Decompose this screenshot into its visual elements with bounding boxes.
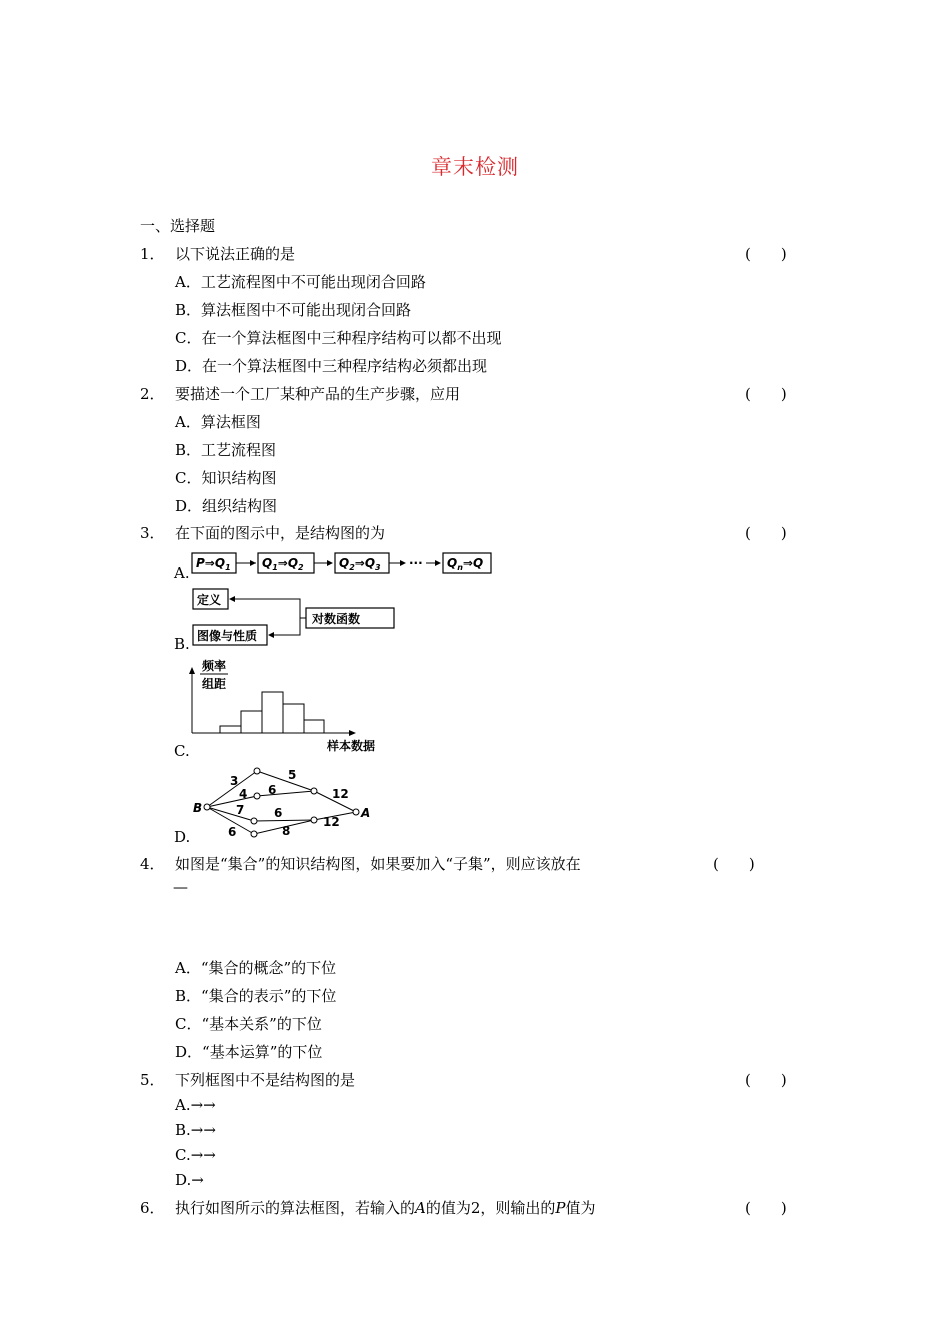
q2-option-d: D．组织结构图	[175, 497, 278, 515]
section-heading: 一、选择题	[140, 217, 216, 235]
fig-d-weight: 6	[228, 825, 237, 839]
q2-option-a: A．算法框图	[175, 413, 261, 431]
q4-option-b: B．“集合的表示”的下位	[175, 987, 337, 1005]
q5-option-a: A.→→	[175, 1096, 216, 1114]
q6-var-p: P	[555, 1199, 566, 1217]
q6-stem	[175, 1197, 596, 1218]
q5-number: 5．	[140, 1071, 165, 1089]
q2-answer-blank: ( )	[745, 385, 787, 403]
q5-stem: 下列框图中不是结构图的是	[175, 1071, 356, 1089]
q6-stem-post: 值为	[565, 1199, 596, 1217]
q6-answer-blank: ( )	[745, 1199, 787, 1217]
q4-stem: 如图是“集合”的知识结构图，如果要加入“子集”，则应该放在	[175, 855, 581, 873]
fig-b-def: 定义	[197, 593, 222, 607]
fig-c-ylabel-bot: 组距	[202, 677, 227, 691]
fig-d-weight: 12	[332, 787, 349, 801]
q6-var-a: A	[415, 1199, 426, 1217]
q1-option-b: B．算法框图中不可能出现闭合回路	[175, 301, 412, 319]
q3-answer-blank: ( )	[745, 524, 787, 542]
q2-number: 2．	[140, 385, 165, 403]
fig-a-box3-text: $Q_2\Rightarrow Q_3$	[339, 556, 381, 572]
fig-b-graph: 图像与性质	[197, 629, 258, 643]
q6-stem-mid: 的值为2，则输出的	[425, 1199, 556, 1217]
fig-b-log: 对数函数	[312, 612, 361, 626]
q1-number: 1．	[140, 245, 165, 263]
q4-option-a: A．“集合的概念”的下位	[175, 959, 337, 977]
fig-d-weight: 12	[323, 815, 340, 829]
q2-option-c: C．知识结构图	[175, 469, 277, 487]
fig-d-weight: 6	[268, 783, 277, 797]
fig-d-weight: 8	[282, 824, 291, 838]
fig-d-node-b: B	[193, 801, 203, 815]
q1-option-d: D．在一个算法框图中三种程序结构必须都出现	[175, 357, 488, 375]
q4-dash: —	[173, 878, 188, 896]
q1-stem: 以下说法正确的是	[175, 245, 296, 263]
q4-answer-blank: ( )	[713, 855, 755, 873]
q5-option-d: D.→	[175, 1171, 204, 1189]
q3-figure-d	[190, 762, 380, 842]
fig-a-box4-text: $Q_n\Rightarrow Q$	[447, 556, 484, 572]
q1-option-c: C．在一个算法框图中三种程序结构可以都不出现	[175, 329, 502, 347]
fig-d-weight: 4	[239, 787, 248, 801]
fig-d-weight: 6	[274, 806, 283, 820]
q4-number: 4．	[140, 855, 165, 873]
page-title: 章末检测	[431, 155, 519, 179]
fig-d-weight: 3	[230, 774, 239, 788]
q6-stem-pre: 执行如图所示的算法框图，若输入的	[175, 1199, 416, 1217]
q3-label-c: C.	[174, 742, 190, 760]
q6-number: 6．	[140, 1199, 165, 1217]
q3-label-a: A.	[174, 564, 190, 582]
fig-c-xlabel: 样本数据	[327, 739, 376, 753]
q3-stem: 在下面的图示中，是结构图的为	[175, 524, 386, 542]
q1-option-a: A．工艺流程图中不可能出现闭合回路	[175, 273, 426, 291]
q5-answer-blank: ( )	[745, 1071, 787, 1089]
fig-a-dots: ···	[409, 556, 423, 570]
fig-c-ylabel-top: 频率	[202, 659, 227, 673]
q3-figure-b	[190, 585, 405, 650]
fig-d-node-a: A	[361, 806, 371, 820]
fig-d-weight: 7	[236, 803, 245, 817]
q3-label-b: B.	[174, 635, 190, 653]
q2-option-b: B．工艺流程图	[175, 441, 277, 459]
q3-number: 3．	[140, 524, 165, 542]
q5-option-b: B.→→	[175, 1121, 216, 1139]
q3-label-d: D.	[174, 828, 191, 846]
fig-d-weight: 5	[288, 768, 297, 782]
fig-a-box1-text: $P\Rightarrow Q_1$	[196, 556, 231, 572]
q3-figure-c	[180, 655, 385, 755]
q4-option-d: D．“基本运算”的下位	[175, 1043, 323, 1061]
q1-answer-blank: ( )	[745, 245, 787, 263]
q2-stem: 要描述一个工厂某种产品的生产步骤，应用	[175, 385, 461, 403]
q3-figure-a	[190, 550, 500, 578]
fig-a-box2-text: $Q_1\Rightarrow Q_2$	[262, 556, 304, 572]
q5-option-c: C.→→	[175, 1146, 216, 1164]
q4-option-c: C．“基本关系”的下位	[175, 1015, 322, 1033]
